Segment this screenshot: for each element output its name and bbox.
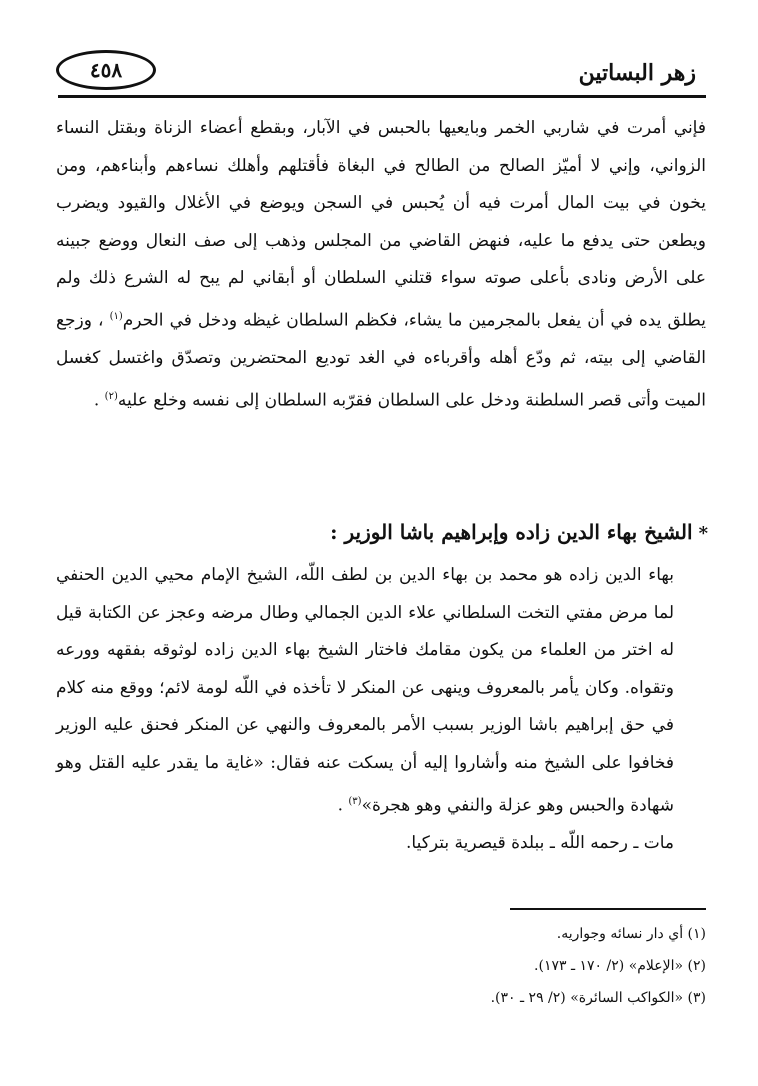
footnote-2: (٢) «الإعلام» (٢/ ١٧٠ ـ ١٧٣). [534, 958, 706, 974]
footnote-ref-3: (٣) [348, 795, 362, 807]
page-number: ٤٥٨ [56, 50, 156, 90]
heading-text: الشيخ بهاء الدين زاده وإبراهيم باشا الوزير : [330, 520, 693, 544]
footnote-1: (١) أي دار نسائه وجواريه. [556, 926, 706, 942]
heading-marker: * [698, 523, 708, 544]
footnote-divider [510, 908, 706, 910]
section-2-paragraph [56, 557, 706, 825]
death-note: مات ـ رحمه اللّه ـ ببلدة قيصرية بتركيا. [406, 832, 674, 853]
footnotes [206, 918, 706, 1014]
section-1-text [56, 110, 706, 420]
section-1-paragraph [56, 110, 706, 420]
paragraph-text: بهاء الدين زاده هو محمد بن بهاء الدين بن لطف اللّه، الشيخ الإمام محيي الدين الحنفي لما مرض مفتي التخت السلطاني علاء الدين الجمالي وطال مرضه وعجز عن الكتابة قيل له اختر من العلماء من يكون مقامك فاختار الشيخ بهاء الدين زاده لوثوقه بفقهه وورعه وتقواه. وكان يأمر بالمعروف وينهى عن المنكر لا تأخذه في اللّه لومة لائم؛ ووقع منه كلام في حق إبراهيم باشا الوزير بسبب الأمر بالمعروف والنهي عن المنكر فحنق عليه الوزير فخافوا على الشيخ منه وأشاروا إليه أن يسكت عنه فقال: «غاية ما يقدر عليه القتل وهو شهادة والحبس وهو عزلة والنفي وهو هجرة» [56, 565, 674, 816]
footnote-ref-2: (٢) [104, 390, 118, 402]
header-divider [58, 95, 706, 98]
footnote-ref-1: (١) [109, 310, 123, 322]
footnote-3: (٣) «الكواكب السائرة» (٢/ ٢٩ ـ ٣٠). [490, 990, 706, 1006]
section-2-heading [56, 512, 708, 554]
paragraph-end: . [93, 390, 105, 411]
page-header [56, 48, 706, 100]
paragraph-text-continued: ، وزجع القاضي إلى بيته، ثم ودّع أهله وأقرباءه في الغد توديع المحتضرين وتصدّق واغتسل كغسل الميت وأتى قصر السلطنة ودخل على السلطان فقرّبه السلطان إلى نفسه وخلع عليه [56, 310, 706, 411]
paragraph-end: . [337, 795, 349, 816]
section-2-text [56, 557, 706, 862]
running-title: زهر البساتين [578, 60, 696, 86]
paragraph-text: فإني أمرت في شاربي الخمر وبايعيها بالحبس في الآبار، وبقطع أعضاء الزناة وبقتل النساء الزواني، وإني لا أميّز الصالح من الطالح في البغاة فأقتلهم وأهلك نساءهم وأبناءهم، ومن يخون في بيت المال أمرت فيه أن يُحبس في السجن ويوضع في الأغلال والقيود ويضرب ويطعن حتى يدفع ما عليه، فنهض القاضي من المجلس وذهب إلى صف النعال ووضع جبينه على الأرض ونادى بأعلى صوته سواء قتلني السلطان أو أبقاني لم يبح له الشرع ذلك ولم يطلق يده في أن يفعل بالمجرمين ما يشاء، فكظم السلطان غيظه ودخل في الحرم [56, 118, 706, 331]
